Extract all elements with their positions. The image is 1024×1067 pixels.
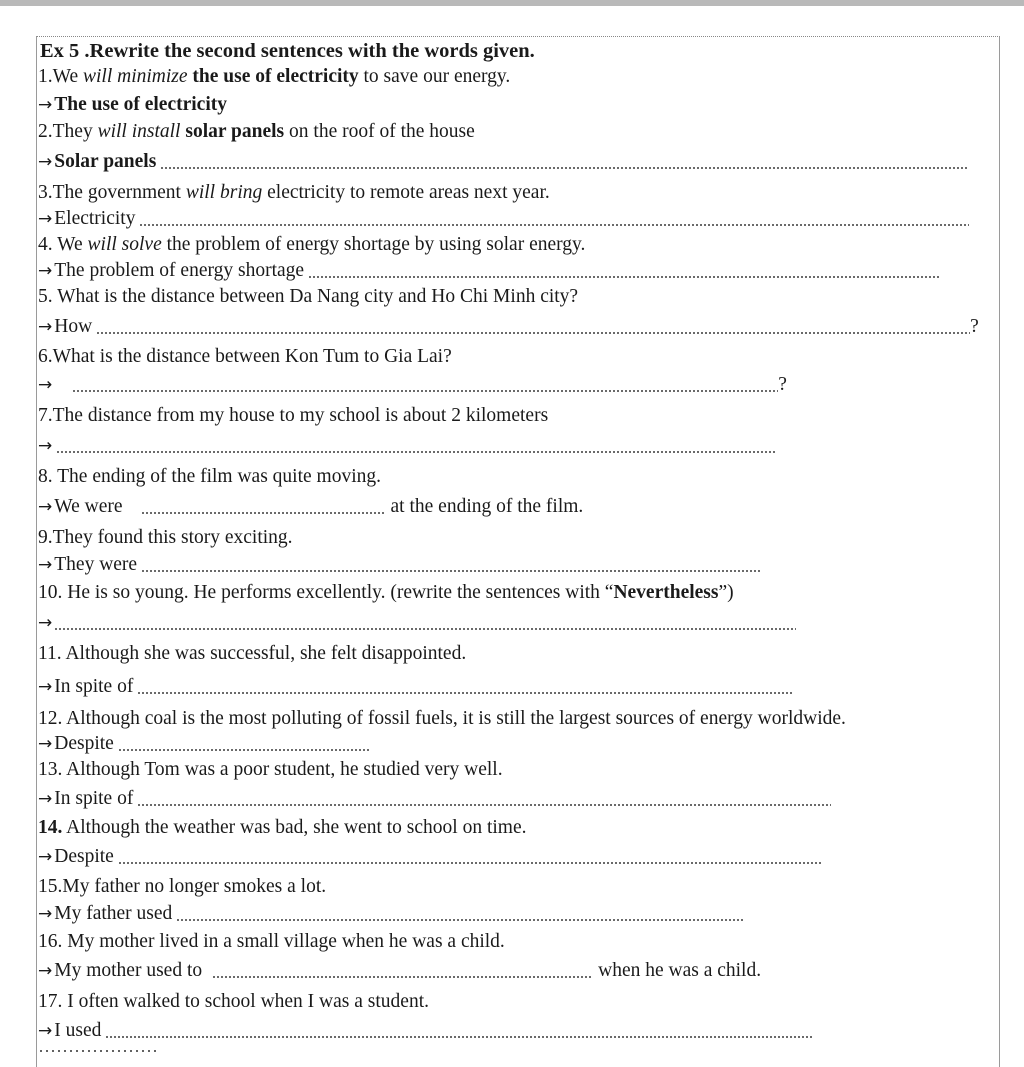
answer-2: → Solar panels (38, 149, 968, 175)
answer-blank[interactable] (308, 276, 940, 278)
answer-4: → The problem of energy shortage (38, 258, 940, 284)
answer-blank[interactable] (176, 919, 744, 921)
arrow-icon: → (38, 555, 53, 575)
arrow-icon: → (38, 613, 53, 633)
arrow-icon: → (38, 961, 53, 981)
answer-13: → In spite of (38, 786, 831, 812)
question-4: 4. We will solve the problem of energy shortage by using solar energy. (38, 234, 586, 255)
arrow-icon: → (38, 209, 53, 229)
question-17: 17. I often walked to school when I was a student. (38, 991, 429, 1012)
answer-blank[interactable] (137, 804, 831, 806)
question-8: 8. The ending of the film was quite moving. (38, 466, 382, 487)
arrow-icon: → (38, 677, 53, 697)
arrow-icon: → (38, 497, 53, 517)
question-9: 9.They found this story exciting. (38, 527, 293, 548)
answer-blank[interactable] (54, 628, 796, 630)
question-10: 10. He is so young. He performs excellently. (rewrite the sentences with “Nevertheless”) (38, 582, 734, 603)
arrow-icon: → (38, 152, 53, 172)
question-13: 13. Although Tom was a poor student, he studied very well. (38, 759, 503, 780)
answer-5: → How ? (38, 314, 979, 340)
arrow-icon: → (38, 436, 53, 456)
question-15: 15.My father no longer smokes a lot. (38, 876, 327, 897)
answer-12: → Despite (38, 731, 370, 757)
answer-blank[interactable] (56, 451, 776, 453)
question-1: 1.We will minimize the use of electricity to save our energy. (38, 66, 511, 87)
arrow-icon: → (38, 95, 53, 115)
answer-10 (38, 610, 796, 636)
answer-blank[interactable] (141, 570, 761, 572)
arrow-icon: → (38, 317, 53, 337)
question-14: 14. Although the weather was bad, she went to school on time. (38, 817, 527, 838)
answer-3: → Electricity (38, 206, 969, 232)
answer-9: → They were (38, 552, 761, 578)
arrow-icon: → (38, 789, 53, 809)
arrow-icon: → (38, 261, 53, 281)
answer-8: → We were at the ending of the film. (38, 494, 583, 520)
answer-11: → In spite of (38, 674, 793, 700)
question-7: 7.The distance from my house to my school is about 2 kilometers (38, 405, 549, 426)
question-12: 12. Although coal is the most polluting of fossil fuels, it is still the largest sources of energy worldwide. (38, 708, 846, 729)
question-2: 2.They will install solar panels on the roof of the house (38, 121, 475, 142)
question-3: 3.The government will bring electricity to remote areas next year. (38, 182, 550, 203)
answer-15: → My father used (38, 901, 744, 927)
arrow-icon: → (38, 734, 53, 754)
answer-blank[interactable] (139, 224, 969, 226)
arrow-icon: → (38, 904, 53, 924)
answer-blank[interactable] (141, 512, 385, 514)
answer-blank[interactable] (96, 332, 970, 334)
answer-blank[interactable] (72, 390, 778, 392)
window-top-bar (0, 0, 1024, 6)
answer-17: → I used (38, 1018, 813, 1044)
answer-blank[interactable] (137, 692, 793, 694)
question-16: 16. My mother lived in a small village when he was a child. (38, 931, 505, 952)
answer-6: → ? (38, 372, 787, 398)
arrow-icon: → (38, 375, 53, 395)
answer-blank[interactable] (212, 976, 592, 978)
question-6: 6.What is the distance between Kon Tum to Gia Lai? (38, 346, 452, 367)
answer-blank[interactable] (160, 167, 968, 169)
answer-7 (38, 433, 776, 459)
answer-blank[interactable] (105, 1036, 813, 1038)
arrow-icon: → (38, 847, 53, 867)
answer-blank[interactable] (118, 862, 822, 864)
arrow-icon: → (38, 1021, 53, 1041)
answer-1: → The use of electricity (38, 92, 231, 118)
next-section-edge (38, 1050, 158, 1052)
answer-16: → My mother used to when he was a child. (38, 958, 761, 984)
answer-blank[interactable] (118, 749, 370, 751)
exercise-title: Ex 5 .Rewrite the second sentences with the words given. (40, 40, 535, 62)
answer-14: → Despite (38, 844, 822, 870)
question-5: 5. What is the distance between Da Nang city and Ho Chi Minh city? (38, 286, 579, 307)
question-11: 11. Although she was successful, she felt disappointed. (38, 643, 467, 664)
